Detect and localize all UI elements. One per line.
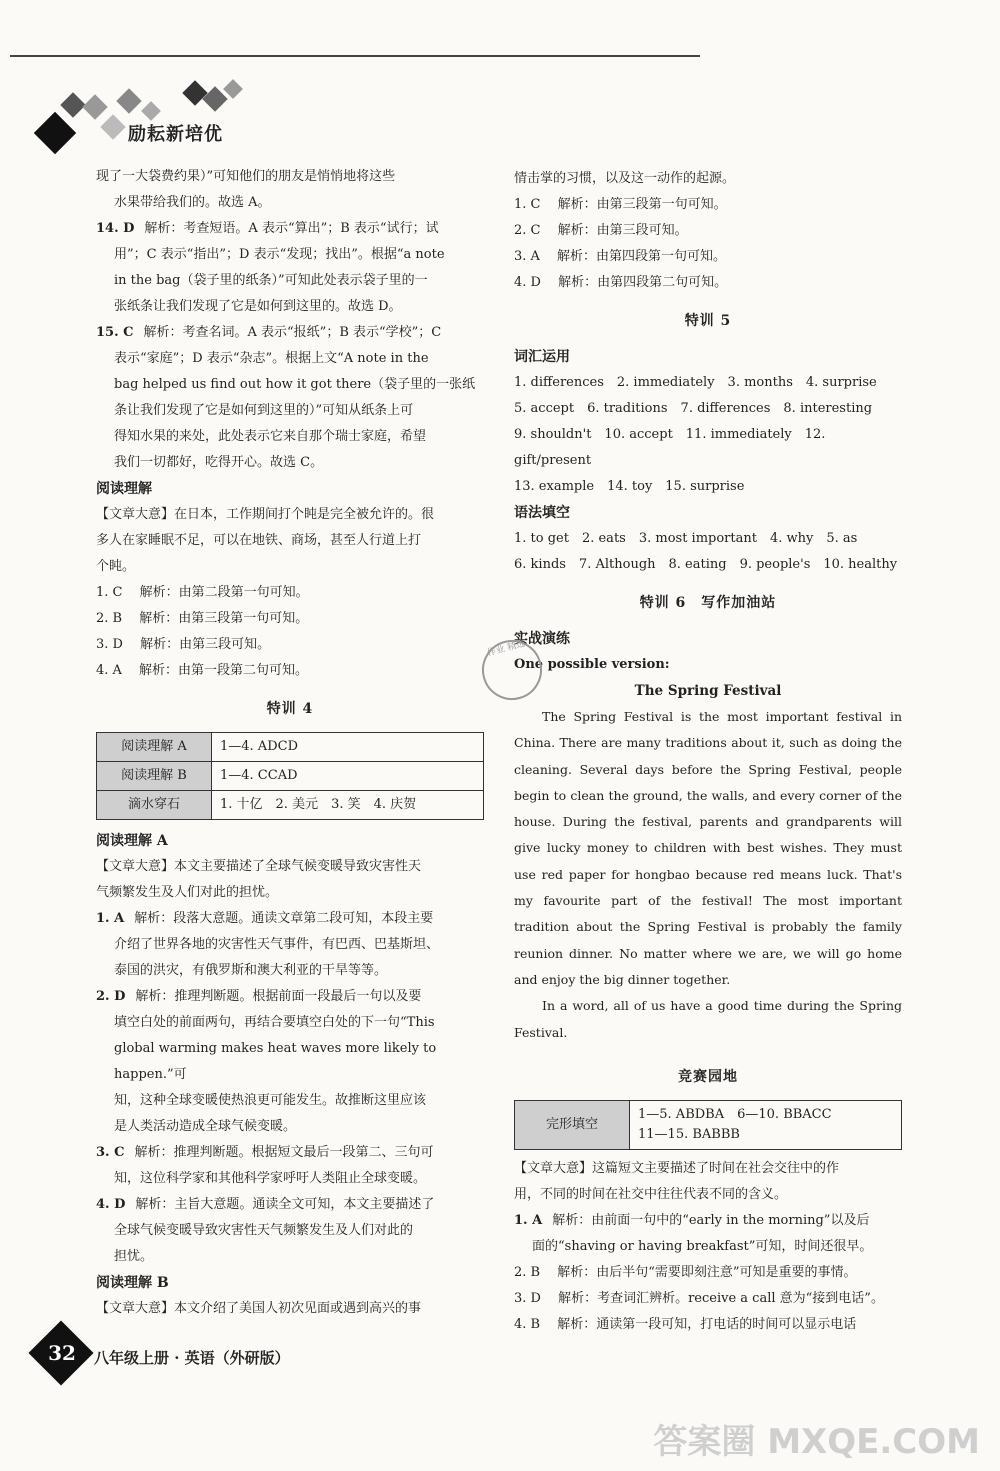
text-line: 情击掌的习惯，以及这一动作的起源。: [514, 171, 736, 186]
answer-line: 2. B 解析：由第三段第一句可知。: [96, 611, 309, 626]
text-line: 【文章大意】本文介绍了美国人初次见面或遇到高兴的事: [96, 1301, 422, 1316]
answer-number: 14. D: [96, 221, 135, 236]
text-line: 用，不同的时间在社交中往往代表不同的含义。: [514, 1186, 788, 1202]
section-heading: 语法填空: [514, 505, 570, 521]
text-line: bag helped us find out how it got there（袋子里的一张纸: [114, 377, 476, 392]
answer-line: 3. A 解析：由第四段第一句可知。: [514, 249, 727, 264]
book-title: 八年级上册 · 英语（外研版）: [94, 1349, 290, 1367]
table-row: 完形填空 1—5. ABDBA 6—10. BBACC 11—15. BABBB: [515, 1100, 902, 1149]
text-line: 表示“家庭”；D 表示“杂志”。根据上文“A note in the: [114, 351, 429, 366]
text-line: in the bag（袋子里的纸条）”可知此处表示袋子里的一: [114, 273, 428, 288]
section-title-6: 特训 6 写作加油站: [639, 595, 777, 611]
text-line: 得知水果的来处，此处表示它来自那个瑞士家庭，希望: [114, 429, 427, 444]
section-heading: 阅读理解: [96, 481, 152, 497]
text-line: 【文章大意】在日本，工作期间打个盹是完全被允许的。很: [96, 507, 435, 522]
answer-line: 4. B 解析：通读第一段可知，打电话的时间可以显示电话: [514, 1316, 857, 1332]
vocab-row: 5. accept 6. traditions 7. differences 8. interesting: [514, 401, 873, 416]
header-rule: [10, 55, 700, 57]
answer-number: 1. A: [96, 911, 125, 926]
page-number: 32: [48, 1341, 76, 1365]
text-line: 条让我们发现了它是如何到这里的）”可知从纸条上可: [114, 403, 414, 418]
watermark: 答案圈 MXQE.COM: [653, 1422, 980, 1462]
grammar-row: 6. kinds 7. Although 8. eating 9. people's 10. healthy: [514, 557, 898, 572]
answer-a3: 3. C 解析：推理判断题。根据短文最后一段第二、三句可: [96, 1145, 434, 1160]
answer-table-contest: [514, 1100, 902, 1150]
answer-14: 14. D 解析：考查短语。A 表示“算出”；B 表示“试行；试: [96, 221, 439, 236]
answer-line: 2. C 解析：由第三段可知。: [514, 223, 688, 238]
answer-line: 2. B 解析：由后半句“需要即刻注意”可知是重要的事情。: [514, 1264, 857, 1280]
text-line: 用”；C 表示“指出”；D 表示“发现；找出”。根据“a note: [114, 247, 445, 262]
answer-a1: 1. A 解析：段落大意题。通读文章第二段可知，本段主要: [96, 911, 434, 926]
table-row: 阅读理解 B 1—4. CCAD: [97, 762, 484, 791]
answer-line: 3. D 解析：由第三段可知。: [96, 637, 271, 652]
answer-number: 1. A: [514, 1212, 543, 1228]
text-line: 【文章大意】这篇短文主要描述了时间在社会交往中的作: [514, 1160, 840, 1176]
text-line: 张纸条让我们发现了它是如何到这里的。故选 D。: [114, 299, 402, 314]
table-row: 阅读理解 A 1—4. ADCD: [97, 733, 484, 762]
table-row: 滴水穿石 1. 十亿 2. 美元 3. 笑 4. 庆贺: [97, 791, 484, 820]
text-line: 面的“shaving or having breakfast”可知，时间还很早。: [532, 1238, 873, 1254]
text-line: 11—15. BABBB: [638, 1126, 740, 1142]
answer-number: 2. D: [96, 989, 126, 1004]
answer-a2: 2. D 解析：推理判断题。根据前面一段最后一句以及要: [96, 989, 422, 1004]
essay-paragraph: In a word, all of us have a good time during the Spring Festival.: [514, 998, 902, 1040]
essay-paragraph: The Spring Festival is the most important festival in China. There are many traditions about it, such as doing the cleaning. Several days before the Spring Festival, people begin to clean the ground, the walls, and every corner of the house. During the festival, parents and grandparents will give lucky money to children with best wishes. They must use red paper for hongbao because red means luck. That's my favourite part of the festival! The most important tradition about the Spring Festival is probably the family reunion dinner. No matter where we are, we will go home and enjoy the big dinner together.: [514, 709, 902, 987]
section-heading: 阅读理解 A: [96, 833, 168, 849]
text-line: 介绍了世界各地的灾害性天气事件，有巴西、巴基斯坦、: [114, 937, 440, 952]
grammar-row: 1. to get 2. eats 3. most important 4. why 5. as: [514, 531, 858, 546]
brand-title: 励耘新培优: [128, 124, 223, 145]
text-line: 气频繁发生及人们对此的担忧。: [96, 885, 279, 900]
text-line: 全球气候变暖导致灾害性天气频繁发生及人们对此的: [114, 1223, 414, 1238]
answer-15: 15. C 解析：考查名词。A 表示“报纸”；B 表示“学校”；C: [96, 325, 442, 340]
answer-a4: 4. D 解析：主旨大意题。通读全文可知，本文主要描述了: [96, 1197, 435, 1212]
text-line: 是人类活动造成全球气候变暖。: [114, 1119, 297, 1134]
answer-line: 4. A 解析：由第一段第二句可知。: [96, 663, 309, 678]
essay-title: The Spring Festival: [634, 683, 782, 699]
text-line: 个盹。: [96, 559, 136, 574]
text-line: 现了一大袋费约果）”可知他们的朋友是悄悄地将这些: [96, 169, 396, 184]
vocab-row: 1. differences 2. immediately 3. months 4. surprise: [514, 375, 877, 390]
text-line: 1—5. ABDBA 6—10. BBACC: [638, 1106, 832, 1122]
section-heading: 词汇运用: [514, 349, 570, 365]
version-label: One possible version:: [514, 657, 670, 672]
text-line: 我们一切都好，吃得开心。故选 C。: [114, 455, 324, 470]
section-heading: 阅读理解 B: [96, 1275, 169, 1291]
answer-table-4: [96, 732, 484, 820]
answer-line: 3. D 解析：考查词汇辨析。receive a call 意为“接到电话”。: [514, 1290, 884, 1306]
stamp-mark: 作业 精选: [475, 633, 548, 706]
answer-number: 4. D: [96, 1197, 126, 1212]
text-line: 知，这位科学家和其他科学家呼吁人类阻止全球变暖。: [114, 1171, 427, 1186]
text-line: 填空白处的前面两句，再结合要填空白处的下一句“This: [114, 1015, 435, 1030]
right-column: [514, 166, 902, 1338]
text-line: 担忧。: [114, 1249, 154, 1264]
section-title-5: 特训 5: [684, 313, 732, 329]
text-line: 泰国的洪灾，有俄罗斯和澳大利亚的干旱等等。: [114, 963, 388, 978]
answer-c1: 1. A 解析：由前面一句中的“early in the morning”以及后: [514, 1212, 870, 1228]
vocab-row: 9. shouldn't 10. accept 11. immediately 12. gift/present: [514, 427, 826, 468]
answer-line: 1. C 解析：由第三段第一句可知。: [514, 197, 727, 212]
text-line: 水果带给我们的。故选 A。: [114, 195, 271, 210]
vocab-row: 13. example 14. toy 15. surprise: [514, 479, 745, 494]
text-line: 知，这种全球变暖使热浪更可能发生。故推断这里应该: [114, 1093, 427, 1108]
answer-line: 1. C 解析：由第二段第一句可知。: [96, 585, 309, 600]
text-line: global warming makes heat waves more likely to happen.”可: [114, 1041, 437, 1082]
text-line: 多人在家睡眠不足，可以在地铁、商场，甚至人行道上打: [96, 533, 422, 548]
answer-number: 15. C: [96, 325, 134, 340]
text-line: 【文章大意】本文主要描述了全球气候变暖导致灾害性天: [96, 859, 422, 874]
left-column: [96, 164, 484, 1322]
answer-number: 3. C: [96, 1145, 125, 1160]
answer-line: 4. D 解析：由第四段第二句可知。: [514, 275, 728, 290]
section-heading: 实战演练: [514, 631, 570, 647]
section-title-4: 特训 4: [266, 701, 314, 717]
section-title-contest: 竞赛园地: [678, 1068, 738, 1085]
